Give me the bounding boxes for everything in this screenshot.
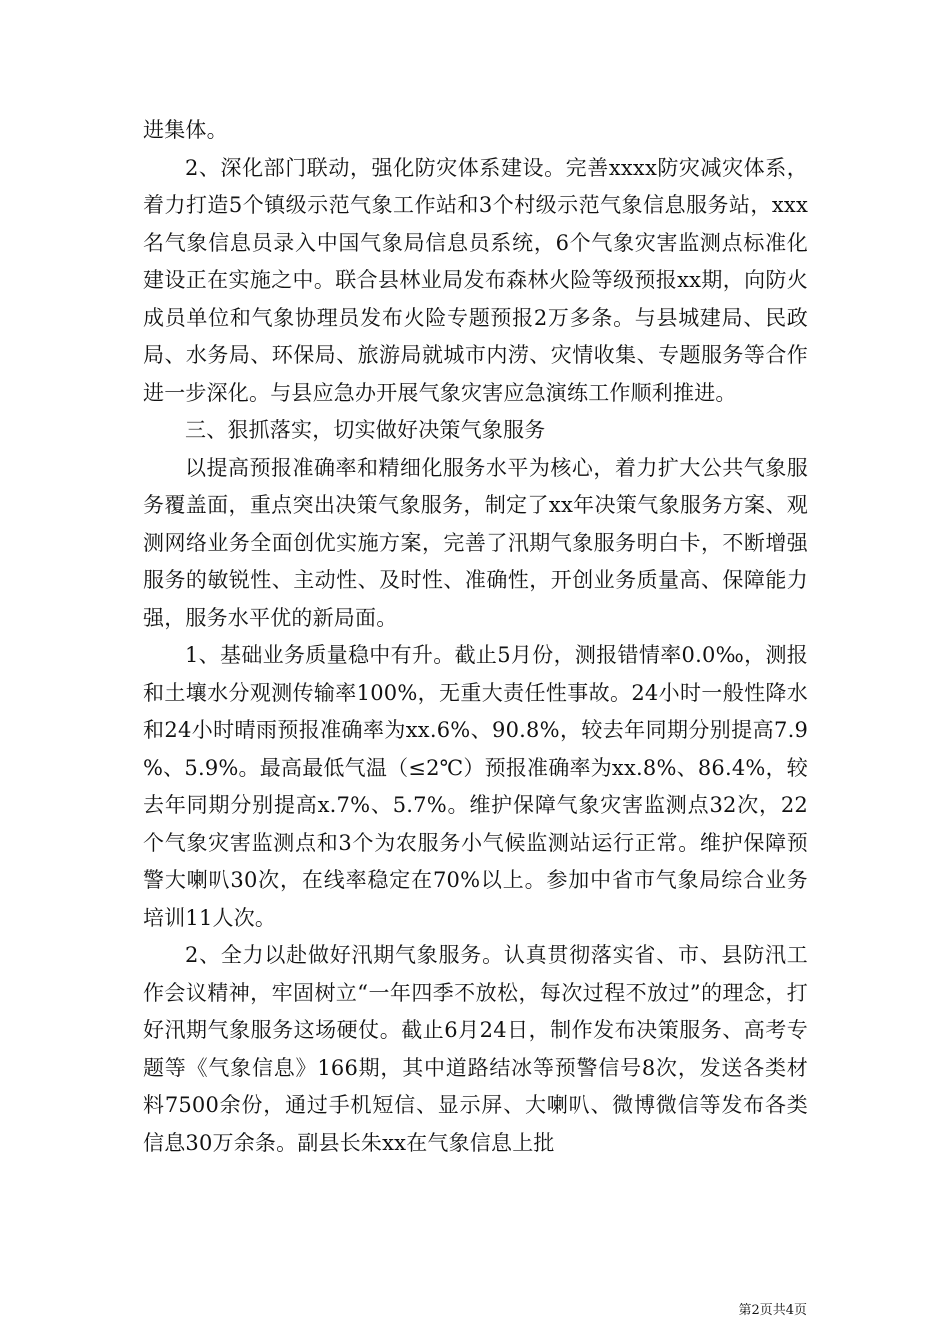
page-number-footer: 第2页共4页 xyxy=(738,1303,807,1318)
section-heading-three: 三、狠抓落实，切实做好决策气象服务 xyxy=(185,418,546,442)
paragraph-decision-service: 以提高预报准确率和精细化服务水平为核心，着力扩大公共气象服务覆盖面，重点突出决策气象服务，制定了xx年决策气象服务方案、观测网络业务全面创优实施方案，完善了汛期气象服务明白卡，不断增强服务的敏锐性、主动性、及时性、准确性，开创业务质量高、保障能力强，服务水平优的新局面。 xyxy=(143,455,808,630)
paragraph-basic-business-quality: 1、基础业务质量稳中有升。截止5月份，测报错情率0.0‰，测报和土壤水分观测传输率100%，无重大责任性事故。24小时一般性降水和24小时晴雨预报准确率为xx.6%、90.8%，较去年同期分别提高7.9%、5.9%。最高最低气温（≤2℃）预报准确率为xx.8%、86.4%，较去年同期分别提高x.7%、5.7%。维护保障气象灾害监测点32次，22个气象灾害监测点和3个为农服务小气候监测站运行正常。维护保障预警大喇叭30次，在线率稳定在70%以上。参加中省市气象局综合业务培训11人次。 xyxy=(143,643,808,930)
paragraph-flood-season-service: 2、全力以赴做好汛期气象服务。认真贯彻落实省、市、县防汛工作会议精神，牢固树立“一年四季不放松，每次过程不放过”的理念，打好汛期气象服务这场硬仗。截止6月24日，制作发布决策服务、高考专题等《气象信息》166期，其中道路结冰等预警信号8次，发送各类材料7500余份，通过手机短信、显示屏、大喇叭、微博微信等发布各类信息30万余条。副县长朱xx在气象信息上批 xyxy=(143,943,808,1155)
paragraph-disaster-prevention: 2、深化部门联动，强化防灾体系建设。完善xxxx防灾减灾体系，着力打造5个镇级示范气象工作站和3个村级示范气象信息服务站，xxx名气象信息员录入中国气象局信息员系统，6个气象灾害监测点标准化建设正在实施之中。联合县林业局发布森林火险等级预报xx期，向防火成员单位和气象协理员发布火险专题预报2万多条。与县城建局、民政局、水务局、环保局、旅游局就城市内涝、灾情收集、专题服务等合作进一步深化。与县应急办开展气象灾害应急演练工作顺利推进。 xyxy=(143,155,808,405)
paragraph-continuation: 进集体。 xyxy=(143,118,228,142)
document-body xyxy=(143,112,808,1162)
